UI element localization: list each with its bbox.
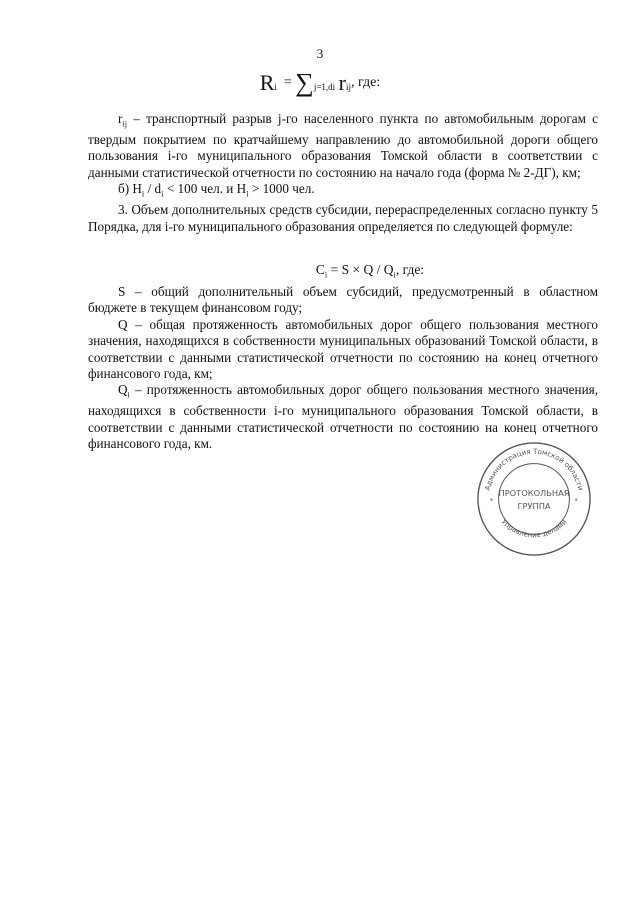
paragraph-rij — [88, 111, 598, 181]
stamp-ink — [478, 443, 590, 555]
paragraph-q: Q – общая протяженность автомобильных дорог общего пользования местного значения, находящихся в собственности муниципальных образований Томской области, в соответствии с данными статистической отчетности по состоянию на конец отчетного финансового года, км; — [88, 316, 598, 382]
formula-r-term: r — [338, 70, 346, 95]
para-b-prefix: б) H — [118, 181, 142, 197]
var-r-sub: ij — [122, 118, 128, 129]
var-r: r — [118, 111, 123, 126]
para-b-tail: > 1000 чел. — [248, 181, 315, 197]
stamp-seal — [475, 440, 593, 558]
formula-c-tail: , где: — [395, 262, 425, 277]
page-number: 3 — [316, 46, 324, 61]
formula-r-term-sub: ij — [346, 82, 352, 93]
var-q: Q — [118, 382, 128, 398]
paragraph-b — [88, 181, 598, 202]
paragraph-rij-text: – транспортный разрыв j-го населенного пункта по автомобильным дорогам с твердым покрытием по кратчайшему направлению до автомобильной дороги общего пользования i-го муниципального образования Томской области в соответствии с данными статистической отчетности по состоянию на начало года (форма № 2-ДГ), км; — [88, 111, 598, 180]
para-b-mid-2: < 100 чел. и H — [163, 181, 247, 197]
text-block-1 — [88, 111, 598, 235]
formula-r-lhs-sub: i — [274, 82, 277, 93]
formula-r-tail: , где: — [351, 75, 381, 91]
stamp-outer-top: Администрация Томской области — [482, 446, 586, 492]
formula-r-equals: = — [280, 75, 296, 91]
formula-c-middle: = S × Q / Q — [327, 262, 394, 277]
formula-r-lhs: R — [259, 70, 275, 95]
stamp-star-right: * — [574, 496, 578, 505]
stamp-center-line-2: ГРУППА — [517, 500, 551, 511]
para-b-sub-2: i — [161, 188, 164, 199]
formula-c-lhs: C — [315, 262, 325, 277]
stamp-center-line-1: ПРОТОКОЛЬНАЯ — [498, 488, 570, 499]
para-b-sub-1: i — [141, 188, 145, 199]
svg-text:Управление делами — [500, 517, 569, 539]
formula-c-lhs-sub: i — [324, 269, 328, 280]
para-b-mid-1: / d — [144, 181, 162, 197]
paragraph-3: 3. Объем дополнительных средств субсидии, перераспределенных согласно пункту 5 Порядка, для i-го муниципального образования определяется по следующей формуле: — [88, 202, 598, 234]
para-b-sub-3: i — [246, 188, 249, 199]
stamp-star-left: * — [489, 496, 494, 505]
sum-symbol: ∑ — [295, 68, 314, 97]
paragraph-s: S – общий дополнительный объем субсидий, предусмотренный в областном бюджете в текущем финансовом году; — [88, 284, 598, 316]
svg-text:Администрация Томской области — [483, 447, 586, 492]
formula-r — [0, 68, 640, 102]
stamp-outer-bottom: Управление делами — [499, 517, 569, 540]
formula-c — [0, 262, 640, 280]
formula-r-sum-range: j=1,di — [313, 82, 336, 93]
paragraph-qi-text: – протяженность автомобильных дорог общего пользования местного значения, находящихся в собственности i-го муниципального образования Томской области, в соответствии с данными статистической отчетности по состоянию на конец отчетного финансового года, км. — [88, 382, 598, 452]
text-block-2 — [88, 284, 598, 453]
var-q-sub: i — [127, 390, 130, 401]
formula-c-mid-sub: i — [393, 269, 396, 280]
